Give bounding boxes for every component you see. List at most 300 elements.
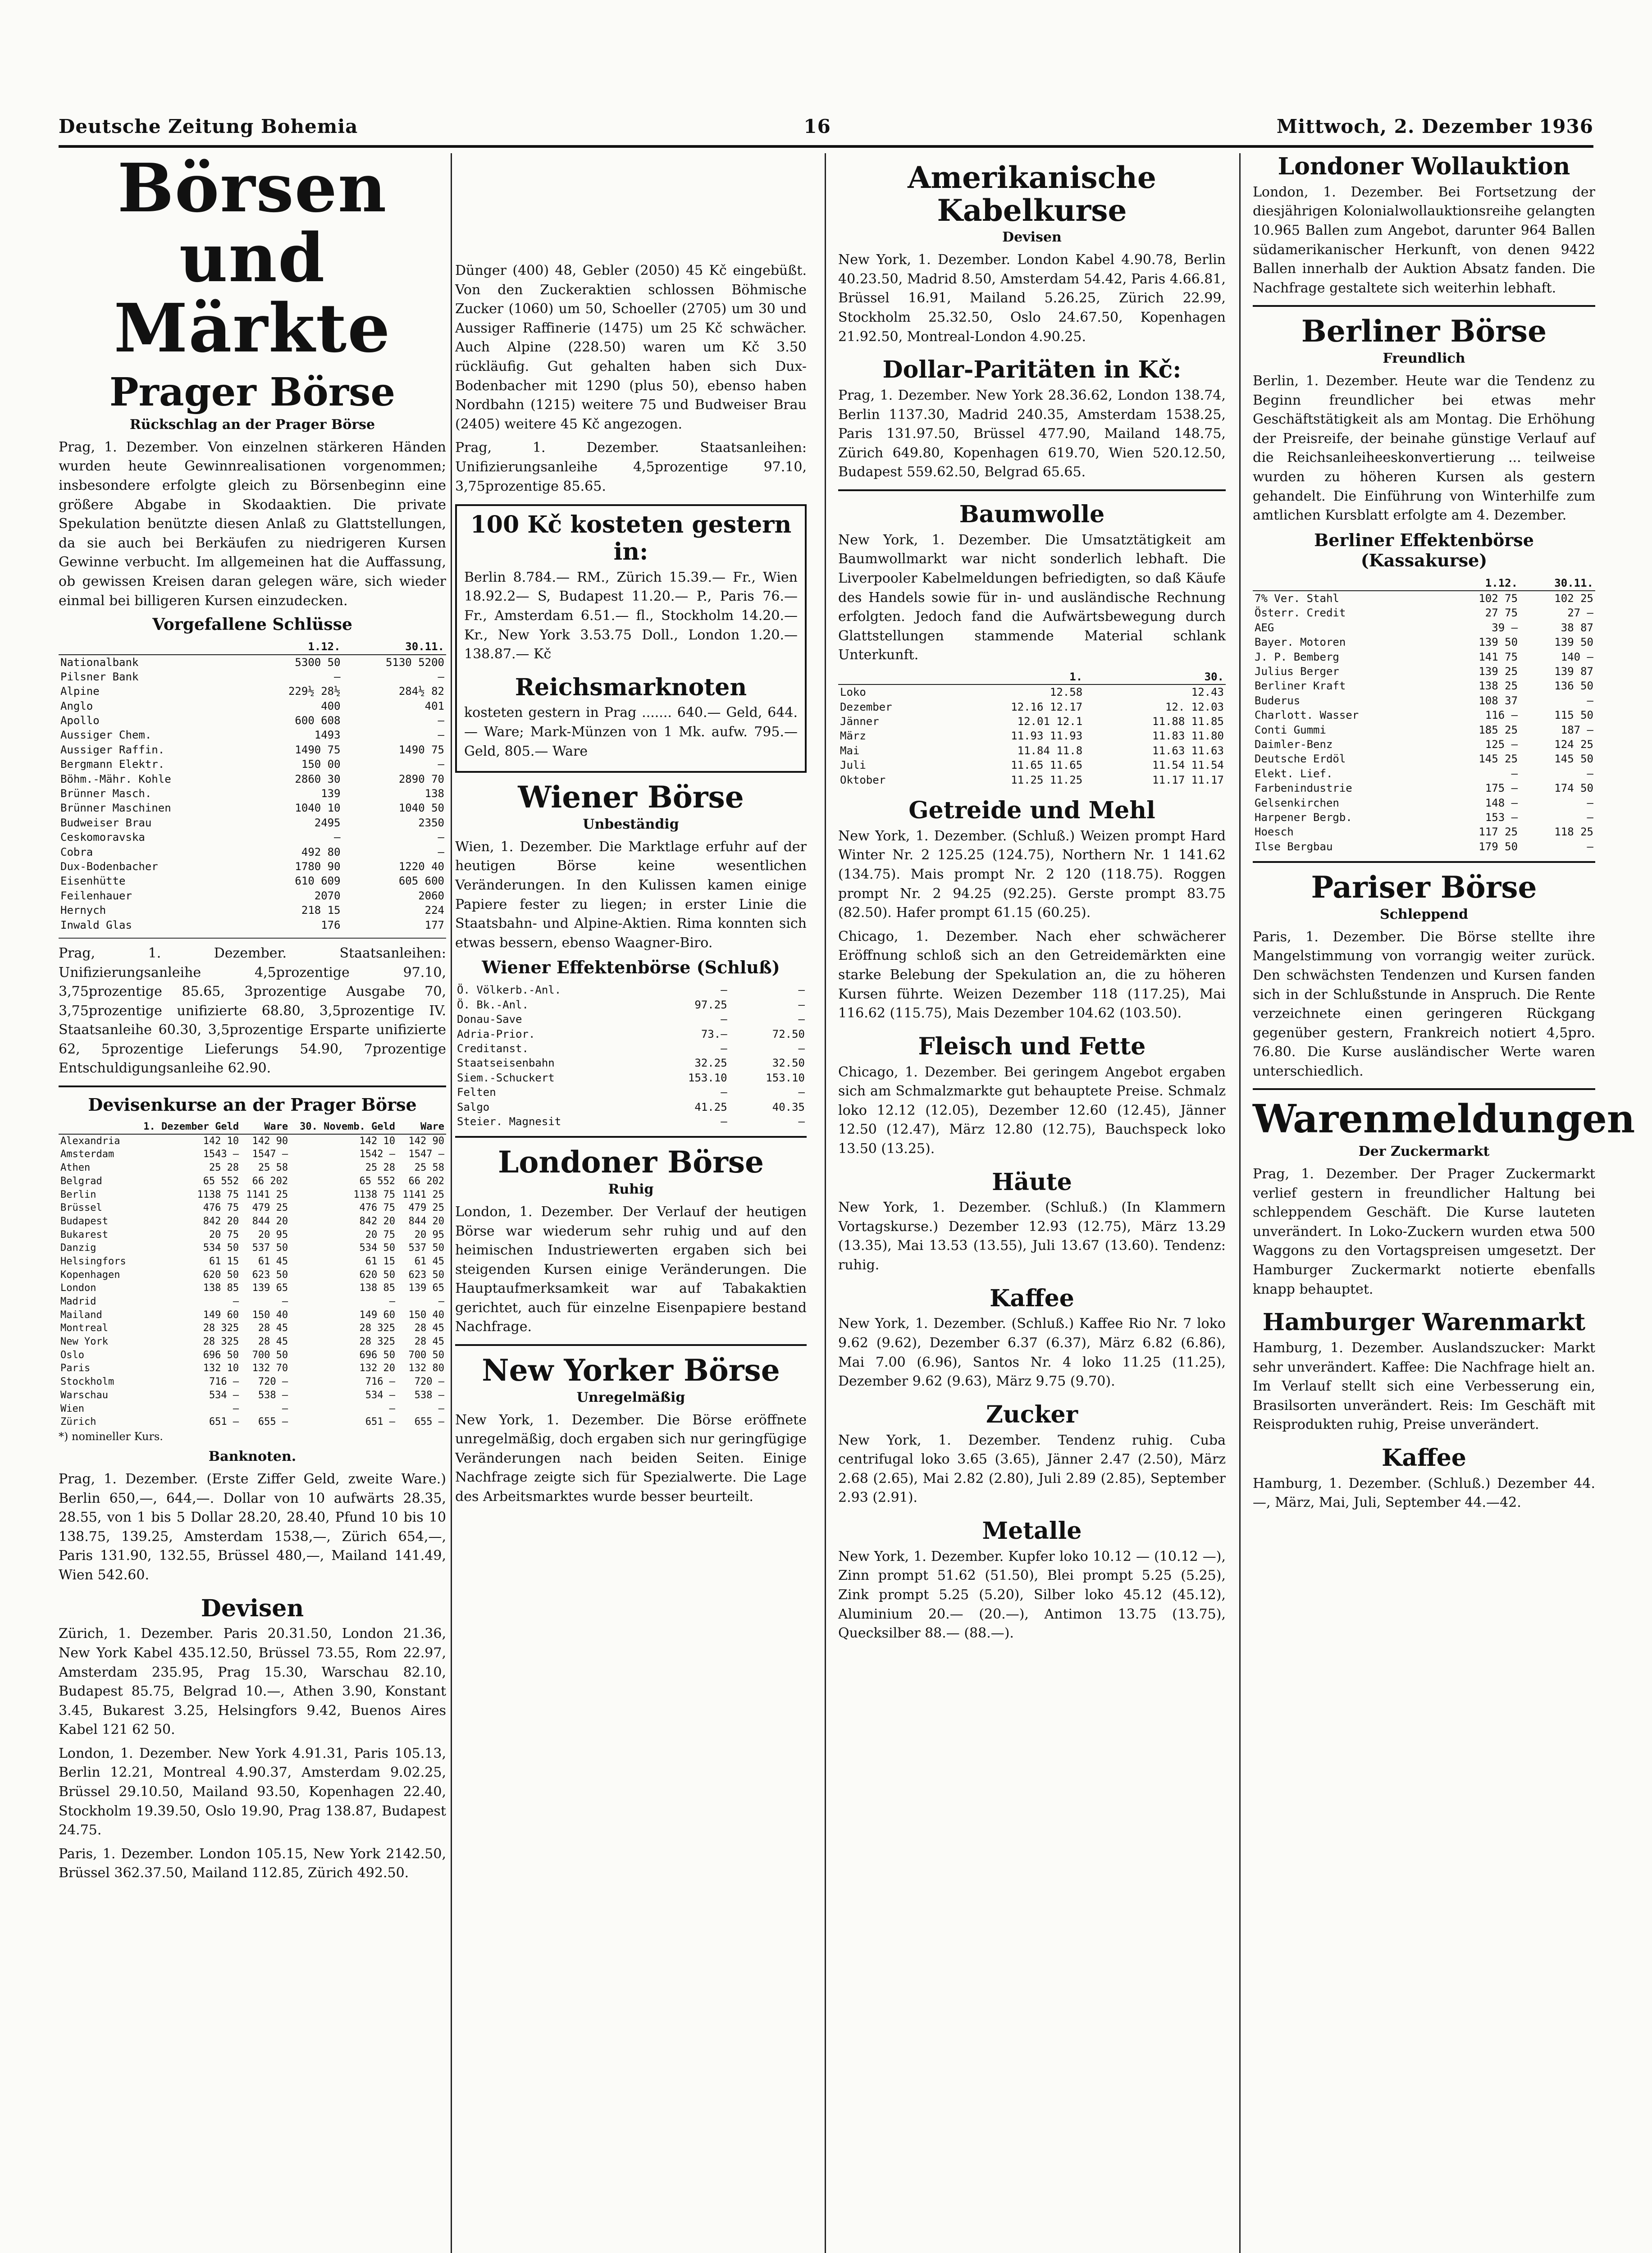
londoner-boerse-report: London, 1. Dezember. Der Verlauf der heutigen Börse war wiederum sehr ruhig und auf den heimischen Industriewerten ergaben sich bei steigenden Kursen einige Veränderungen. Die Hauptaufmerksamkeit war auf Tabakaktien gerichtet, auch für einzelne Eisenpapiere bestand Nachfrage.: [455, 1204, 807, 1335]
row-value: 187 —: [1561, 723, 1593, 736]
table-row: [59, 1255, 446, 1268]
table-row: [1253, 737, 1595, 752]
row-label: Kopenhagen: [60, 1269, 120, 1281]
row-value: 32.50: [772, 1057, 805, 1070]
row-value: 132 20: [359, 1363, 396, 1374]
table-row: [838, 729, 1226, 743]
row-label: Eisenhütte: [60, 875, 126, 888]
row-label: Jänner: [840, 715, 879, 728]
row-value: —: [798, 998, 805, 1011]
kaffee-title: Kaffee: [990, 1284, 1074, 1312]
table-row: [1253, 708, 1595, 722]
row-label: Buderus: [1255, 694, 1301, 707]
row-value: 842 20: [359, 1215, 396, 1227]
table-row: [59, 670, 446, 684]
row-value: 605 600: [398, 875, 444, 888]
row-label: Aussiger Chem.: [60, 729, 152, 742]
table-row: [59, 1228, 446, 1242]
row-label: Bergmann Elektr.: [60, 758, 165, 771]
row-label: Julius Berger: [1255, 665, 1339, 678]
row-label: Adria-Prior.: [457, 1027, 535, 1040]
kaffee2-title: Kaffee: [1382, 1444, 1466, 1472]
row-value: 1542 —: [359, 1149, 396, 1160]
row-value: 1490 75: [295, 743, 341, 756]
row-value: 25 58: [258, 1162, 288, 1174]
pariser-boerse-report: Paris, 1. Dezember. Die Börse stellte ihre Mangelstimmung von vorrangig weiter zurück. Den schwächsten Tendenzen und Kursen fanden sich in der Schlußstunde in Anspruch. Die Rente verzeichnete einen geringeren Rückgang gegenüber gestern, Frankreich notiert 4,5pro. 76.80. Die Kurse ausländischer Werte waren unterschiedlich.: [1253, 929, 1595, 1079]
row-label: Charlott. Wasser: [1255, 709, 1359, 722]
row-value: 149 60: [359, 1309, 396, 1321]
staatsanleihen-continued: Prag, 1. Dezember. Staatsanleihen: Unifizierungsanleihe 4,5prozentige 97.10, 3,75prozentige 85.65.: [455, 440, 807, 494]
row-value: 12.16 12.17: [1011, 700, 1083, 713]
row-value: —: [1587, 694, 1593, 707]
row-value: 534 —: [209, 1389, 239, 1401]
pariser-boerse-title: Pariser Börse: [1311, 870, 1537, 905]
table-row: [1253, 796, 1595, 810]
row-label: Feilenhauer: [60, 889, 132, 902]
table-row: [59, 1362, 446, 1375]
row-label: Oslo: [60, 1349, 84, 1361]
divider: [838, 489, 1226, 491]
row-value: 139: [321, 787, 341, 800]
table-row: [1253, 810, 1595, 825]
row-value: 175 —: [1485, 782, 1518, 795]
row-value: 1141 25: [402, 1189, 444, 1200]
hamburger-warenmarkt-title: Hamburger Warenmarkt: [1262, 1309, 1586, 1336]
row-label: Ö. Völkerb.-Anl.: [457, 984, 561, 997]
table-row: [59, 1335, 446, 1349]
kaffee2-report: Hamburg, 1. Dezember. (Schluß.) Dezember 44.—, März, Mai, Juli, September 44.—42.: [1253, 1475, 1595, 1511]
row-value: 139 50: [1554, 636, 1593, 649]
row-value: —: [438, 1403, 444, 1414]
prager-boerse-subtitle: Rückschlag an der Prager Börse: [129, 416, 375, 433]
row-value: 142 90: [252, 1135, 288, 1147]
row-value: 132 70: [252, 1363, 288, 1374]
table-row: [59, 1148, 446, 1161]
col-header: 1. Dezember Geld: [133, 1120, 241, 1134]
row-value: 5300 50: [295, 656, 341, 669]
amerik-kabelkurse-title: Amerikanische Kabelkurse: [908, 160, 1156, 228]
reichsmark-text: kosteten gestern in Prag ....... 640.— Geld, 644.— Ware; Mark-Münzen von 1 Mk. aufw. 795.— Geld, 805.— Ware: [464, 705, 798, 759]
cotton-table: [838, 670, 1226, 787]
table-row: [1253, 723, 1595, 737]
table-row: [455, 1114, 807, 1129]
row-label: Mailand: [60, 1309, 102, 1321]
page-number: 16: [803, 115, 831, 137]
berliner-boerse-subtitle: Freundlich: [1383, 350, 1465, 366]
row-value: 177: [424, 918, 444, 931]
exchange-box: [455, 504, 807, 773]
row-value: —: [438, 670, 444, 683]
issue-date: Mittwoch, 2. Dezember 1936: [1276, 115, 1593, 137]
row-value: 842 20: [203, 1215, 239, 1227]
prager-continued: Dünger (400) 48, Gebler (2050) 45 Kč eingebüßt. Von den Zuckeraktien schlossen Böhmische Zucker (1060) um 50, Schoeller (2705) um 30 und Aussiger Raffinerie (1475) um 25 Kč schwächer. Auch Alpine (228.50) waren um Kč 3.50 rückläufig. Gut gehalten haben sich Dux-Bodenbacher mit 1290 (plus 50), ebenso haben Nordbahn (1215) weitere 75 und Budweiser Brau (2405) weitere 45 Kč angezogen.: [455, 263, 807, 432]
table-row: [1253, 839, 1595, 854]
row-label: Helsingfors: [60, 1255, 126, 1267]
table-row: [838, 743, 1226, 758]
row-value: 27 —: [1567, 607, 1593, 620]
wiener-boerse-title: Wiener Börse: [518, 780, 744, 815]
newyork-boerse-title: New Yorker Börse: [482, 1353, 780, 1388]
row-value: —: [389, 1296, 396, 1308]
row-label: Conti Gummi: [1255, 723, 1326, 736]
row-label: März: [840, 730, 866, 743]
row-value: 20 95: [414, 1229, 444, 1241]
row-label: Berlin: [60, 1189, 96, 1200]
prager-boerse-report: Prag, 1. Dezember. Von einzelnen stärkeren Händen wurden heute Gewinnrealisationen vorgenommen; insbesondere erfolgte gleich zu Börsenbeginn eine größere Abgabe in Skodaaktien. Die private Spekulation benützte diesen Anlaß zu Glattstellungen, da sie auch bei Berkäufen zu niedrigeren Kursen Gewinne verbucht. Im allgemeinen hat die Auffassung, ob gewissen Kreisen daran gelegen wäre, sich wieder einmal bei billigeren Kursen einzudecken.: [59, 439, 446, 609]
row-value: 125 —: [1485, 738, 1518, 751]
table-row: [59, 772, 446, 786]
row-value: 102 75: [1479, 592, 1518, 605]
row-label: Juli: [840, 759, 866, 772]
row-label: Alexandria: [60, 1135, 120, 1147]
row-value: 537 50: [408, 1242, 444, 1254]
table-row: [1253, 679, 1595, 693]
row-value: —: [282, 1296, 288, 1308]
staatsanleihen-report: Prag, 1. Dezember. Staatsanleihen: Unifizierungsanleihe 4,5prozentige 97.10, 3,75prozentige 85.65, 3prozentige Ausgabe 70, 3,75prozentige unifizierte 68.80, 3,5prozentige IV. Staatsanleihe 60.30, 3,5prozentige Ersparte unifizierte 62, 5prozentige Lieferungs 54.90, 7prozentige Entschuldigungsanleihe 62.90.: [59, 945, 446, 1076]
row-label: Hernych: [60, 904, 106, 917]
row-value: 537 50: [252, 1242, 288, 1254]
row-value: —: [438, 714, 444, 727]
divider: [1253, 1088, 1595, 1090]
nominal-note: *) nomineller Kurs.: [59, 1430, 163, 1443]
row-value: 401: [424, 699, 444, 712]
row-value: 651 —: [365, 1416, 396, 1428]
table-row: [455, 1071, 807, 1085]
row-value: —: [233, 1296, 239, 1308]
row-label: Nationalbank: [60, 656, 139, 669]
paper-name: Deutsche Zeitung Bohemia: [59, 115, 358, 137]
row-value: 534 50: [359, 1242, 396, 1254]
row-label: Staatseisenbahn: [457, 1057, 555, 1070]
section-headline: Börsen und Märkte: [114, 149, 391, 367]
row-value: 1138 75: [197, 1189, 239, 1200]
table-row: [59, 918, 446, 932]
row-value: 174 50: [1554, 782, 1593, 795]
pariser-boerse-subtitle: Schleppend: [1379, 906, 1469, 922]
vorgefallene-title: Vorgefallene Schlüsse: [152, 615, 352, 634]
row-value: 139 65: [252, 1282, 288, 1294]
amerik-kabelkurse-report: New York, 1. Dezember. London Kabel 4.90.78, Berlin 40.23.50, Madrid 8.50, Amsterdam 54.42, Paris 4.66.81, Brüssel 16.91, Mailand 5.26.25, Zürich 22.99, Stockholm 25.32.50, Oslo 24.67.50, Kopenhagen 21.92.50, Montreal-London 4.90.25.: [838, 252, 1226, 345]
row-label: Brüssel: [60, 1202, 102, 1214]
row-label: Böhm.-Mähr. Kohle: [60, 772, 171, 785]
row-value: 623 50: [408, 1269, 444, 1281]
header-rule: [59, 145, 1593, 148]
row-value: 66 202: [252, 1175, 288, 1187]
zuckermarkt-report: Prag, 1. Dezember. Der Prager Zuckermarkt verlief gestern in freundlicher Haltung bei schleppendem Geschäft. Die Kurse lauteten unverändert. In Loko-Zuckern wurden etwa 500 Waggons zu den Vortagspreisen umgesetzt. Der Hamburger Zuckermarkt notierte ebenfalls knapp behauptet.: [1253, 1166, 1595, 1297]
table-row: [59, 728, 446, 742]
row-value: 153 —: [1485, 811, 1518, 824]
row-value: 136 50: [1554, 680, 1593, 693]
row-label: Budweiser Brau: [60, 816, 152, 829]
table-row: [1253, 620, 1595, 635]
column-divider: [825, 153, 826, 2253]
reichsmark-title: Reichsmarknoten: [515, 673, 747, 701]
row-value: 28 325: [359, 1323, 396, 1334]
row-label: Elekt. Lief.: [1255, 767, 1333, 780]
row-value: 65 552: [203, 1175, 239, 1187]
row-value: 11.65 11.65: [1011, 759, 1083, 772]
row-value: —: [798, 1115, 805, 1128]
row-value: 700 50: [408, 1349, 444, 1361]
row-value: 145 25: [1479, 753, 1518, 766]
exchange-box-text: Berlin 8.784.— RM., Zürich 15.39.— Fr., Wien 18.92.2— S, Budapest 11.20.— P., Paris 76.— Fr., Amsterdam 6.51.— fl., Stockholm 14.20.— Kr., New York 3.53.75 Doll., London 1.20.— 138.87.— Kč: [464, 569, 798, 662]
divider: [455, 1344, 807, 1346]
table-row: [59, 713, 446, 728]
row-value: 20 75: [209, 1229, 239, 1241]
column-3: [838, 153, 1226, 2253]
row-value: 600 608: [295, 714, 341, 727]
table-row: [1253, 664, 1595, 679]
row-value: 117 25: [1479, 825, 1518, 839]
row-value: 720 —: [258, 1376, 288, 1388]
row-value: 32.25: [694, 1057, 727, 1070]
column-divider: [451, 153, 452, 2253]
row-label: Anglo: [60, 699, 93, 712]
row-value: 116 —: [1485, 709, 1518, 722]
table-row: [1253, 693, 1595, 708]
divider: [455, 1136, 807, 1138]
row-value: 142 10: [203, 1135, 239, 1147]
row-value: —: [438, 1296, 444, 1308]
table-row: [59, 1201, 446, 1215]
table-row: [1253, 650, 1595, 664]
col-header: 1.12.: [1444, 576, 1520, 591]
table-row: [59, 859, 446, 874]
row-label: Apollo: [60, 714, 100, 727]
col-header: 30.11.: [1520, 576, 1595, 591]
table-row: [59, 1389, 446, 1402]
row-value: 149 60: [203, 1309, 239, 1321]
divider: [1253, 305, 1595, 307]
row-value: 12. 12.03: [1165, 700, 1224, 713]
table-row: [455, 1041, 807, 1056]
row-value: 2860 30: [295, 772, 341, 785]
row-value: 150 00: [301, 758, 341, 771]
row-value: 12.43: [1191, 686, 1224, 699]
row-value: 2495: [314, 816, 341, 829]
row-value: 28 325: [359, 1336, 396, 1348]
row-value: 224: [424, 904, 444, 917]
row-value: 65 552: [359, 1175, 396, 1187]
col-header: 30. Novemb. Geld: [290, 1120, 397, 1134]
banknoten-report: Prag, 1. Dezember. (Erste Ziffer Geld, zweite Ware.) Berlin 650,—, 644,—. Dollar von 10 aufwärts 28.35, 28.55, von 1 bis 5 Dollar 28.20, 28.40, Pfund 10 bis 10 138.75, 139.25, Amsterdam 1538,—, Zürich 654,—, Paris 131.90, 132.55, Brüssel 480,—, Mailand 141.49, Wien 542.60.: [59, 1471, 446, 1583]
column-2: [455, 153, 807, 2253]
row-value: 620 50: [203, 1269, 239, 1281]
devisen2-title: Devisen: [201, 1594, 304, 1622]
col-header: Ware: [397, 1120, 446, 1134]
warenmeldungen-title: Warenmeldungen: [1253, 1096, 1635, 1142]
row-value: 534 —: [365, 1389, 396, 1401]
row-value: 2060: [418, 889, 444, 902]
wiener-boerse-subtitle: Unbeständig: [583, 816, 679, 832]
col-header: 30.11.: [342, 639, 446, 654]
row-value: 1490 75: [398, 743, 444, 756]
row-value: 2890 70: [398, 772, 444, 785]
dollar-paritaeten-title: Dollar-Paritäten in Kč:: [882, 356, 1182, 384]
row-value: —: [721, 1115, 727, 1128]
wiener-boerse-report: Wien, 1. Dezember. Die Marktlage erfuhr auf der heutigen Börse keine wesentlichen Veränderungen. In den Kulissen kamen einige Papiere fester zu liegen; in erster Linie die Staatsbahn- und Alpine-Aktien. Rima konnten sich etwas bessern, ebenso Waagner-Biro.: [455, 839, 807, 951]
table-row: [455, 1012, 807, 1026]
row-value: 27 75: [1485, 607, 1518, 620]
row-label: Amsterdam: [60, 1149, 114, 1160]
row-value: —: [721, 984, 727, 997]
row-value: 1040 10: [295, 802, 341, 815]
row-value: 73.—: [701, 1027, 727, 1040]
stocks-table: [59, 639, 446, 932]
row-label: Budapest: [60, 1215, 108, 1227]
row-value: 538 —: [258, 1389, 288, 1401]
exchange-box-title: 100 Kč kosteten gestern in:: [470, 511, 792, 566]
zucker-title: Zucker: [986, 1400, 1078, 1428]
chicago-report: Chicago, 1. Dezember. Nach eher schwächerer Eröffnung schloß sich an den Getreidemärkten eine starke Belebung der Spekulation an, die zu höheren Kursen führte. Weizen Dezember 118 (117.25), Mai 116.62 (115.75), Mais Dezember 104.62 (103.50).: [838, 928, 1226, 1022]
row-label: Ceskomoravska: [60, 831, 145, 844]
running-head: [59, 113, 1593, 140]
table-row: [59, 786, 446, 801]
row-label: Athen: [60, 1162, 91, 1174]
berliner-boerse-title: Berliner Börse: [1301, 314, 1547, 349]
col-header: 1.: [943, 670, 1084, 684]
row-value: 115 50: [1554, 709, 1593, 722]
row-value: —: [438, 831, 444, 844]
table-row: [59, 1375, 446, 1389]
table-row: [59, 816, 446, 830]
row-value: 28 325: [203, 1323, 239, 1334]
row-label: Donau-Save: [457, 1013, 522, 1026]
row-label: Brünner Maschinen: [60, 802, 171, 815]
row-value: 141 75: [1479, 650, 1518, 663]
divider: [59, 1085, 446, 1087]
row-label: Paris: [60, 1363, 91, 1374]
row-label: Pilsner Bank: [60, 670, 139, 683]
table-row: [59, 1309, 446, 1322]
row-label: Madrid: [60, 1296, 96, 1308]
row-value: 696 50: [203, 1349, 239, 1361]
row-label: London: [60, 1282, 96, 1294]
table-row: [59, 1161, 446, 1175]
row-value: 25 28: [209, 1162, 239, 1174]
baumwolle-title: Baumwolle: [959, 500, 1105, 528]
table-row: [59, 874, 446, 888]
row-value: 153.10: [766, 1071, 805, 1084]
row-value: 12.01 12.1: [1017, 715, 1083, 728]
haeute-title: Häute: [992, 1168, 1072, 1196]
row-label: Ilse Bergbau: [1255, 840, 1333, 853]
row-value: 139 87: [1554, 665, 1593, 678]
row-value: 476 75: [203, 1202, 239, 1214]
row-label: Harpener Bergb.: [1255, 811, 1352, 824]
col-header: 30.: [1084, 670, 1226, 684]
row-value: 108 37: [1479, 694, 1518, 707]
table-row: [59, 1134, 446, 1148]
table-row: [59, 1188, 446, 1202]
row-value: 1220 40: [398, 860, 444, 873]
row-value: 844 20: [252, 1215, 288, 1227]
row-value: 623 50: [252, 1269, 288, 1281]
row-value: 145 50: [1554, 753, 1593, 766]
col-header: Ware: [241, 1120, 290, 1134]
table-row: [59, 1322, 446, 1335]
row-value: —: [1511, 767, 1518, 780]
row-value: 124 25: [1554, 738, 1593, 751]
newyork-boerse-subtitle: Unregelmäßig: [576, 1389, 685, 1405]
table-row: [1253, 766, 1595, 781]
row-value: —: [721, 1042, 727, 1055]
zuckermarkt-subtitle: Der Zuckermarkt: [1358, 1144, 1490, 1160]
row-label: Montreal: [60, 1323, 108, 1334]
berliner-boerse-report: Berlin, 1. Dezember. Heute war die Tendenz zu Beginn freundlicher bei etwas mehr Geschäftstätigkeit als am Montag. Die Erhöhung der Preisreife, der beinahe günstige Verlauf auf die Reichsanleiheeskonvertierung ... teilweise wurden zu höheren Kursen als gestern gehandelt. Die Einführung von Winterhilfe zum amtlichen Kursblatt erfolgte am 4. Dezember.: [1253, 373, 1595, 524]
row-value: —: [438, 758, 444, 771]
row-value: 620 50: [359, 1269, 396, 1281]
row-label: New York: [60, 1336, 108, 1348]
zurich-report: Zürich, 1. Dezember. Paris 20.31.50, London 21.36, New York Kabel 435.12.50, Brüssel 73.55, Rom 22.97, Amsterdam 235.95, Prag 15.30, Warschau 82.10, Budapest 85.75, Belgrad 10.—, Athen 3.90, Konstant 3.45, Bukarest 3.25, Helsingfors 9.42, Buenos Aires Kabel 121 62 50.: [59, 1626, 446, 1738]
row-value: 185 25: [1479, 723, 1518, 736]
row-value: 1547 —: [252, 1149, 288, 1160]
row-value: 140 —: [1561, 650, 1593, 663]
row-value: 153.10: [688, 1071, 727, 1084]
kaffee-report: New York, 1. Dezember. (Schluß.) Kaffee Rio Nr. 7 loko 9.62 (9.62), Dezember 6.37 (6.37), März 6.82 (6.86), Mai 7.00 (6.96), Santos Nr. 4 loko 11.25 (11.25), Dezember 9.62 (9.63), März 9.75 (9.70).: [838, 1316, 1226, 1390]
row-value: 25 58: [414, 1162, 444, 1174]
table-row: [1253, 825, 1595, 839]
row-value: 179 50: [1479, 840, 1518, 853]
row-value: —: [438, 729, 444, 742]
haeute-report: New York, 1. Dezember. (Schluß.) (In Klammern Vortagskurse.) Dezember 12.93 (12.75), März 13.29 (13.35), Mai 13.53 (13.55), Juli 13.67 (13.60). Tendenz: ruhig.: [838, 1199, 1226, 1273]
wollauktion-report: London, 1. Dezember. Bei Fortsetzung der diesjährigen Kolonialwollauktionsreihe gelangten 10.965 Ballen zum Angebot, darunter 964 Ballen südamerikanischer Herkunft, von denen 9422 Ballen innerhalb der Auktion Absatz fanden. Die Nachfrage gestaltete sich weiterhin lebhaft.: [1253, 184, 1595, 296]
dollar-paritaeten-report: Prag, 1. Dezember. New York 28.36.62, London 138.74, Berlin 1137.30, Madrid 240.35, Amsterdam 1538.25, Paris 131.97.50, Brüssel 477.90, Mailand 148.75, Zürich 649.80, Kopenhagen 619.70, Wien 520.12.50, Budapest 559.62.50, Belgrad 65.65.: [838, 387, 1226, 480]
row-value: 25 28: [365, 1162, 396, 1174]
row-value: 5130 5200: [385, 656, 444, 669]
row-value: 138: [424, 787, 444, 800]
row-label: Inwald Glas: [60, 918, 132, 931]
row-value: 844 20: [408, 1215, 444, 1227]
row-label: 7% Ver. Stahl: [1255, 592, 1339, 605]
row-value: —: [1587, 796, 1593, 809]
amerik-kabelkurse-subtitle: Devisen: [1002, 229, 1062, 246]
row-value: —: [798, 1042, 805, 1055]
row-value: 651 —: [209, 1416, 239, 1428]
fleisch-report: Chicago, 1. Dezember. Bei geringem Angebot ergaben sich am Schmalzmarkte gut behauptete Preise. Schmalz loko 12.12 (12.05), Dezember 12.60 (12.45), Jänner 12.50 (12.47), März 12.80 (12.75), Bauchspeck loko 13.50 (13.25).: [838, 1064, 1226, 1157]
table-row: [59, 830, 446, 844]
row-value: —: [334, 670, 341, 683]
row-value: 11.93 11.93: [1011, 730, 1083, 743]
row-value: 138 85: [203, 1282, 239, 1294]
row-value: 139 65: [408, 1282, 444, 1294]
wiener-stocks-table: [455, 983, 807, 1129]
row-value: —: [1587, 840, 1593, 853]
table-row: [455, 998, 807, 1012]
row-value: 28 325: [203, 1336, 239, 1348]
row-value: 218 15: [301, 904, 341, 917]
table-row: [838, 714, 1226, 729]
row-value: 11.84 11.8: [1017, 744, 1083, 757]
row-value: 20 95: [258, 1229, 288, 1241]
devisen-table: [59, 1120, 446, 1429]
row-value: 138 25: [1479, 680, 1518, 693]
table-row: [1253, 606, 1595, 620]
wiener-effekten-title: Wiener Effektenbörse (Schluß): [482, 957, 780, 978]
row-value: 142 90: [408, 1135, 444, 1147]
row-value: 142 10: [359, 1135, 396, 1147]
row-value: —: [282, 1403, 288, 1414]
row-value: 284½ 82: [398, 685, 444, 698]
column-4: [1253, 153, 1635, 2253]
table-row: [1253, 752, 1595, 766]
row-value: 229½ 28½: [288, 685, 341, 698]
table-row: [1253, 635, 1595, 649]
row-value: 716 —: [365, 1376, 396, 1388]
row-label: Zürich: [60, 1416, 96, 1428]
row-label: Hoesch: [1255, 825, 1294, 839]
getreide-title: Getreide und Mehl: [908, 797, 1155, 824]
